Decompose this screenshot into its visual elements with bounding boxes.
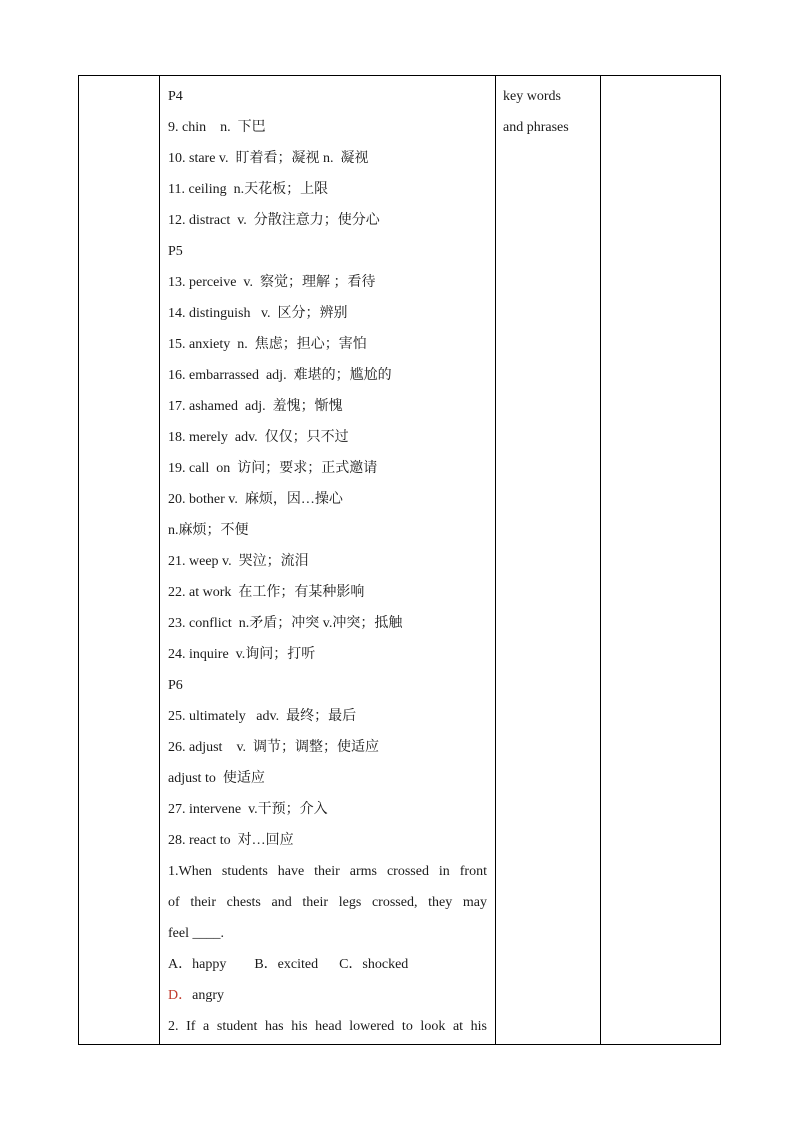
vocab-entry: 17. ashamed adj. 羞愧；惭愧	[168, 399, 343, 414]
question-1-options: A．happy B．excited C．shocked	[168, 957, 409, 972]
vocab-entry: 23. conflict n.矛盾；冲突 v.冲突；抵触	[168, 616, 403, 631]
vocab-entry: 25. ultimately adv. 最终；最后	[168, 709, 357, 724]
vocabulary-list	[160, 76, 495, 1044]
vocab-entry: 14. distinguish v. 区分；辨别	[168, 306, 348, 321]
vocab-entry: 12. distract v. 分散注意力；使分心	[168, 213, 380, 228]
vocab-entry: 28. react to 对…回应	[168, 833, 294, 848]
vocab-entry: 24. inquire v.询问；打听	[168, 647, 316, 662]
option-d-text: angry	[192, 988, 225, 1003]
question-1-text: of their chests and their legs crossed, they may	[168, 895, 487, 910]
vocab-entry: 13. perceive v. 察觉；理解 ；看待	[168, 275, 376, 290]
vocab-entry: 15. anxiety n. 焦虑；担心；害怕	[168, 337, 367, 352]
question-1-option-d	[168, 980, 487, 1011]
question-2-text: 2. If a student has his head lowered to look at his	[168, 1019, 487, 1034]
label-line: key words	[503, 89, 561, 104]
section-heading: P6	[168, 678, 183, 693]
table-cell-labels	[496, 76, 601, 1045]
vocab-entry: 19. call on 访问；要求；正式邀请	[168, 461, 378, 476]
vocab-entry: 20. bother v. 麻烦，因…操心	[168, 492, 343, 507]
vocab-entry: 27. intervene v.干预；介入	[168, 802, 328, 817]
document-table	[78, 75, 721, 1045]
vocab-entry: 21. weep v. 哭泣；流泪	[168, 554, 309, 569]
key-words-label	[496, 76, 600, 143]
option-d-letter: D．	[168, 988, 193, 1003]
section-heading: P5	[168, 244, 183, 259]
label-line: and phrases	[503, 120, 569, 135]
table-cell-empty-left	[79, 76, 160, 1045]
vocab-entry: 26. adjust v. 调节；调整；使适应	[168, 740, 380, 755]
vocab-entry: 11. ceiling n.天花板；上限	[168, 182, 329, 197]
table-cell-empty-right	[601, 76, 721, 1045]
question-1-text: feel ____.	[168, 926, 224, 941]
vocab-entry: 22. at work 在工作；有某种影响	[168, 585, 365, 600]
vocab-entry-continued: n.麻烦；不便	[168, 523, 249, 538]
question-1-text: 1.When students have their arms crossed in front	[168, 864, 487, 879]
vocab-entry: 16. embarrassed adj. 难堪的；尴尬的	[168, 368, 392, 383]
vocab-entry: 10. stare v. 盯着看；凝视 n. 凝视	[168, 151, 369, 166]
section-heading: P4	[168, 89, 183, 104]
vocab-entry-continued: adjust to 使适应	[168, 771, 265, 786]
table-cell-content	[160, 76, 496, 1045]
vocab-entry: 9. chin n. 下巴	[168, 120, 266, 135]
vocab-entry: 18. merely adv. 仅仅；只不过	[168, 430, 349, 445]
